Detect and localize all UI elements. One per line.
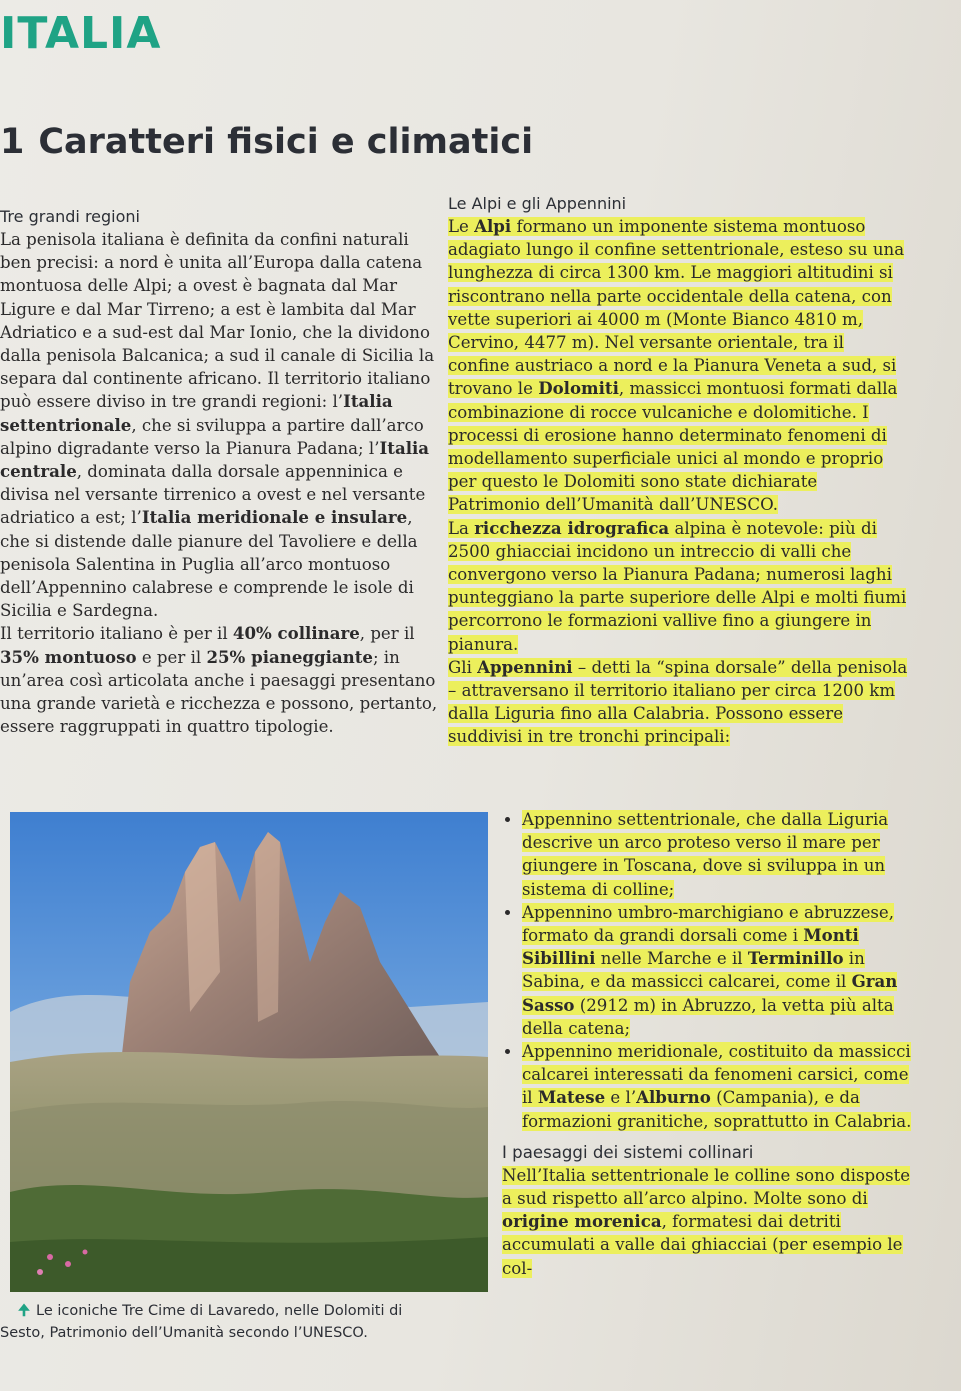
bold-term: Italia meridionale e insulare bbox=[141, 507, 408, 528]
bold-term: Dolomiti bbox=[538, 378, 619, 399]
text-run: ; in un’area così articolata anche i paesaggi presentano una grande varietà e ricchezza e possono, pertanto, essere raggruppati in quattro tipologie. bbox=[0, 647, 438, 737]
highlighted-text bbox=[522, 903, 897, 1038]
bold-term: Italia settentrionale bbox=[0, 391, 393, 435]
text-run: – detti la “spina dorsale” della penisola – attraversano il territorio italiano per circa 1200 km dalla Liguria fino alla Calabria. Possono essere suddivisi in tre tronchi principali: bbox=[448, 657, 908, 747]
list-item bbox=[522, 901, 912, 1040]
text-run: La penisola italiana è definita da confini naturali ben precisi: a nord è unita all’Europa dalla catena montuosa delle Alpi; a ovest è bagnata dal Mar Ligure e dal Mar Tirreno; a est è lambita dal Mar Adriatico e a sud-est dal Mar Ionio, che la dividono dalla penisola Balcanica; a sud il canale di Sicilia la separa dal continente africano. Il territorio italiano può essere diviso in tre grandi regioni: l’ bbox=[0, 230, 435, 412]
chapter-number: 1 bbox=[0, 122, 25, 162]
bold-term: Gran Sasso bbox=[522, 971, 898, 1015]
text-run: Il territorio italiano è per il bbox=[0, 624, 233, 644]
text-run: formano un imponente sistema montuoso adagiato lungo il confine settentrionale, esteso su una lunghezza di circa 1300 km. Le maggiori altitudini si riscontrano nella parte occidentale della catena, con vette superiori ai 4000 m (Monte Bianco 4810 m, Cervino, 4477 m). Nel versante orientale, tra il confine austriaco a nord e la Pianura Veneta a sud, si trovano le bbox=[448, 217, 905, 399]
highlighted-text bbox=[448, 519, 906, 654]
highlighted-text bbox=[448, 217, 904, 514]
highlighted-text bbox=[522, 1042, 911, 1131]
text-run: , per il bbox=[359, 624, 415, 644]
bold-term: ricchezza idrografica bbox=[474, 517, 670, 538]
text-run: , che si sviluppa a partire dall’arco alpino digradante verso la Pianura Padana; l’ bbox=[0, 415, 424, 458]
text-run: e per il bbox=[136, 647, 207, 667]
text-run: e l’ bbox=[605, 1088, 637, 1108]
bold-term: Monti Sibillini bbox=[522, 925, 859, 969]
text-run: , dominata dalla dorsale appenninica e divisa nel versante tirrenico a ovest e nel versante adriatico a est; l’ bbox=[0, 462, 426, 528]
chapter-title-text: Caratteri fisici e climatici bbox=[38, 122, 534, 162]
bold-term: 35% montuoso bbox=[0, 646, 137, 667]
left-column bbox=[0, 205, 438, 738]
paragraph-hills bbox=[502, 1164, 912, 1280]
text-run: Le bbox=[448, 217, 475, 236]
list-item bbox=[522, 808, 912, 901]
list-item bbox=[522, 1040, 912, 1133]
bold-term: Matese bbox=[537, 1087, 606, 1108]
lower-right-column bbox=[502, 808, 912, 1280]
highlighted-text: Appennino settentrionale, che dalla Liguria descrive un arco proteso verso il mare per giungere in Toscana, dove si sviluppa in un sistema di colline; bbox=[522, 810, 889, 899]
text-run: Appennino meridionale, costituito da massicci calcarei interessati da fenomeni carsici, come il bbox=[522, 1042, 911, 1108]
bold-term: 40% collinare bbox=[232, 623, 360, 644]
text-run: La bbox=[448, 518, 475, 538]
paragraph-regions bbox=[0, 228, 438, 622]
highlighted-text bbox=[448, 658, 907, 747]
mountain-landscape-image bbox=[10, 812, 488, 1292]
right-column bbox=[448, 192, 910, 749]
paragraph-alps bbox=[448, 215, 910, 517]
bold-term: Italia centrale bbox=[0, 437, 430, 482]
text-run: Nell’Italia settentrionale le colline sono disposte a sud rispetto all’arco alpino. Molte sono di bbox=[502, 1165, 911, 1209]
bold-term: origine morenica bbox=[502, 1211, 662, 1232]
section-heading-hills: I paesaggi dei sistemi collinari bbox=[502, 1142, 754, 1162]
text-run: , massicci montuosi formati dalla combinazione di rocce vulcaniche e dolomitiche. I processi di erosione hanno determinato fenomeni di modellamento superficiale unici al mondo e proprio per questo le Dolomiti sono state dichiarate Patrimonio dell’Umanità dall’UNESCO. bbox=[448, 379, 898, 515]
section-heading-alps: Le Alpi e gli Appennini bbox=[448, 194, 627, 213]
bold-term: Appennini bbox=[477, 656, 573, 677]
highlighted-text bbox=[502, 1166, 910, 1278]
text-run: Gli bbox=[448, 657, 478, 677]
paragraph-apennines bbox=[448, 656, 910, 749]
paragraph-hydrography bbox=[448, 517, 910, 656]
arrow-up-icon: 🠉 bbox=[18, 1303, 31, 1319]
paragraph-territory bbox=[0, 622, 438, 738]
running-title: ITALIA bbox=[0, 8, 162, 59]
section-heading-regions: Tre grandi regioni bbox=[0, 207, 140, 226]
text-run: nelle Marche e il bbox=[595, 949, 748, 969]
text-run: , che si distende dalle pianure del Tavoliere e della penisola Salentina in Puglia all’arco montuoso dell’Appennino calabrese e comprende le isole di Sicilia e Sardegna. bbox=[0, 508, 418, 621]
apennines-list bbox=[502, 808, 912, 1133]
text-run: alpina è notevole: più di 2500 ghiacciai incidono un intreccio di valli che convergono verso la Pianura Padana; numerosi laghi punteggiano la parte superiore delle Alpi e molti fiumi percorrono le formazioni vallive fino a giungere in pianura. bbox=[448, 518, 907, 654]
text-run: Appennino umbro-marchigiano e abruzzese, formato da grandi dorsali come i bbox=[522, 902, 895, 946]
photo-caption bbox=[0, 1300, 450, 1344]
text-run: (2912 m) in Abruzzo, la vetta più alta della catena; bbox=[522, 995, 894, 1038]
chapter-title bbox=[0, 122, 533, 162]
text-run: in Sabina, e da massicci calcarei, come il bbox=[522, 949, 865, 992]
tre-cime-photo bbox=[10, 812, 488, 1292]
bold-term: Alburno bbox=[636, 1087, 711, 1108]
text-run: , formatesi dai detriti accumulati a valle dai ghiacciai (per esempio le col- bbox=[502, 1212, 903, 1278]
bold-term: Alpi bbox=[474, 216, 512, 236]
bold-term: 25% pianeggiante bbox=[206, 646, 373, 667]
caption-text: Le iconiche Tre Cime di Lavaredo, nelle Dolomiti di Sesto, Patrimonio dell’Umanità secondo l’UNESCO. bbox=[0, 1303, 403, 1341]
text-run: (Campania), e da formazioni granitiche, soprattutto in Calabria. bbox=[522, 1088, 912, 1131]
bold-term: Terminillo bbox=[747, 948, 844, 969]
